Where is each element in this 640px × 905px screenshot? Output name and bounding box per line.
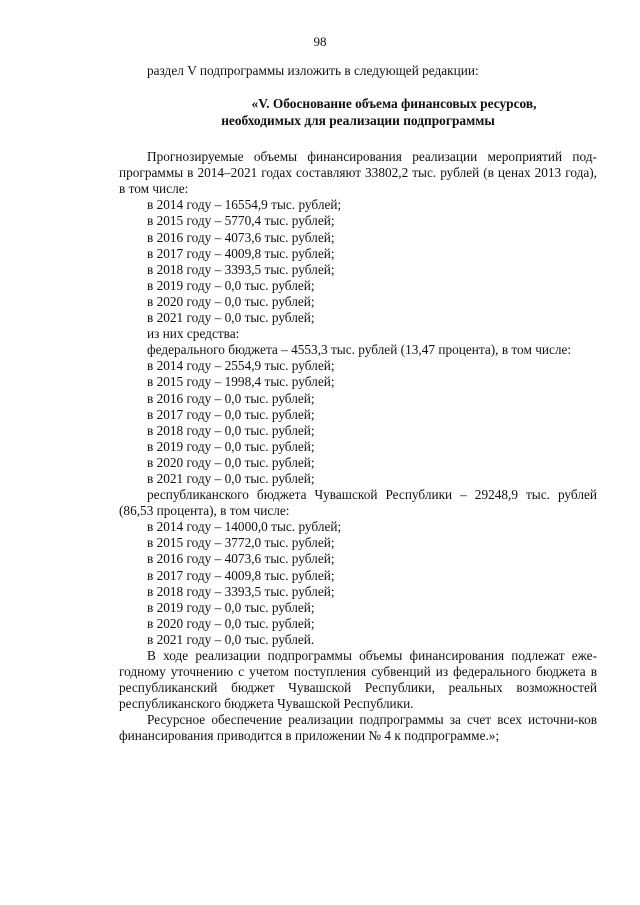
- list-item: в 2021 году – 0,0 тыс. рублей;: [147, 310, 315, 326]
- list-item: в 2020 году – 0,0 тыс. рублей;: [147, 454, 315, 470]
- section-heading: [119, 96, 597, 129]
- list-item: в 2014 году – 14000,0 тыс. рублей;: [147, 519, 342, 535]
- list-item: в 2017 году – 4009,8 тыс. рублей;: [147, 245, 335, 261]
- list-item: в 2014 году – 16554,9 тыс. рублей;: [147, 197, 342, 213]
- list-item: в 2016 году – 4073,6 тыс. рублей;: [147, 551, 335, 567]
- list-item: в 2015 году – 5770,4 тыс. рублей;: [147, 213, 335, 229]
- federal-budget-line: федерального бюджета – 4553,3 тыс. рублей (13,47 процента), в том числе:: [147, 342, 572, 358]
- list-item: в 2018 году – 3393,5 тыс. рублей;: [147, 261, 335, 277]
- total-funding-paragraph: Прогнозируемые объемы финансирования реализации мероприятий под-программы в 2014–2021 годах составляют 33802,2 тыс. рублей (в ценах 2013 года), в том числе:: [119, 149, 597, 197]
- list-item: в 2021 году – 0,0 тыс. рублей.: [147, 631, 315, 647]
- list-item: в 2016 году – 0,0 тыс. рублей;: [147, 390, 315, 406]
- list-item: в 2018 году – 3393,5 тыс. рублей;: [147, 583, 335, 599]
- section-heading-line-1: «V. Обоснование объема финансовых ресурсов,: [251, 96, 537, 112]
- of-them-line: из них средства:: [147, 326, 240, 342]
- total-years-list: [119, 197, 597, 326]
- list-item: в 2020 году – 0,0 тыс. рублей;: [147, 615, 315, 631]
- list-item: в 2014 году – 2554,9 тыс. рублей;: [147, 358, 335, 374]
- list-item: в 2021 году – 0,0 тыс. рублей;: [147, 470, 315, 486]
- republic-years-list: [119, 519, 597, 648]
- list-item: в 2016 году – 4073,6 тыс. рублей;: [147, 229, 335, 245]
- list-item: в 2019 году – 0,0 тыс. рублей;: [147, 599, 315, 615]
- resource-paragraph: Ресурсное обеспечение реализации подпрограммы за счет всех источни-ков финансирования приводится в приложении № 4 к подпрограмме.»;: [119, 712, 597, 744]
- page-number: 98: [313, 34, 327, 49]
- list-item: в 2019 году – 0,0 тыс. рублей;: [147, 438, 315, 454]
- list-item: в 2015 году – 3772,0 тыс. рублей;: [147, 535, 335, 551]
- list-item: в 2018 году – 0,0 тыс. рублей;: [147, 422, 315, 438]
- intro-line: раздел V подпрограммы изложить в следующей редакции:: [147, 63, 479, 78]
- republic-budget-paragraph: республиканского бюджета Чувашской Республики – 29248,9 тыс. рублей (86,53 процента), в том числе:: [119, 487, 597, 519]
- federal-years-list: [119, 358, 597, 487]
- list-item: в 2020 году – 0,0 тыс. рублей;: [147, 293, 315, 309]
- list-item: в 2017 году – 4009,8 тыс. рублей;: [147, 567, 335, 583]
- list-item: в 2017 году – 0,0 тыс. рублей;: [147, 406, 315, 422]
- list-item: в 2019 году – 0,0 тыс. рублей;: [147, 277, 315, 293]
- document-body: [119, 63, 597, 745]
- section-heading-line-2: необходимых для реализации подпрограммы: [221, 112, 495, 128]
- list-item: в 2015 году – 1998,4 тыс. рублей;: [147, 374, 335, 390]
- refinement-paragraph: В ходе реализации подпрограммы объемы финансирования подлежат еже-годному уточнению с учетом поступления субвенций из федерального бюджета в республиканский бюджет Чувашской Республики, реальных возможностей республиканского бюджета Чувашской Республики.: [119, 648, 597, 712]
